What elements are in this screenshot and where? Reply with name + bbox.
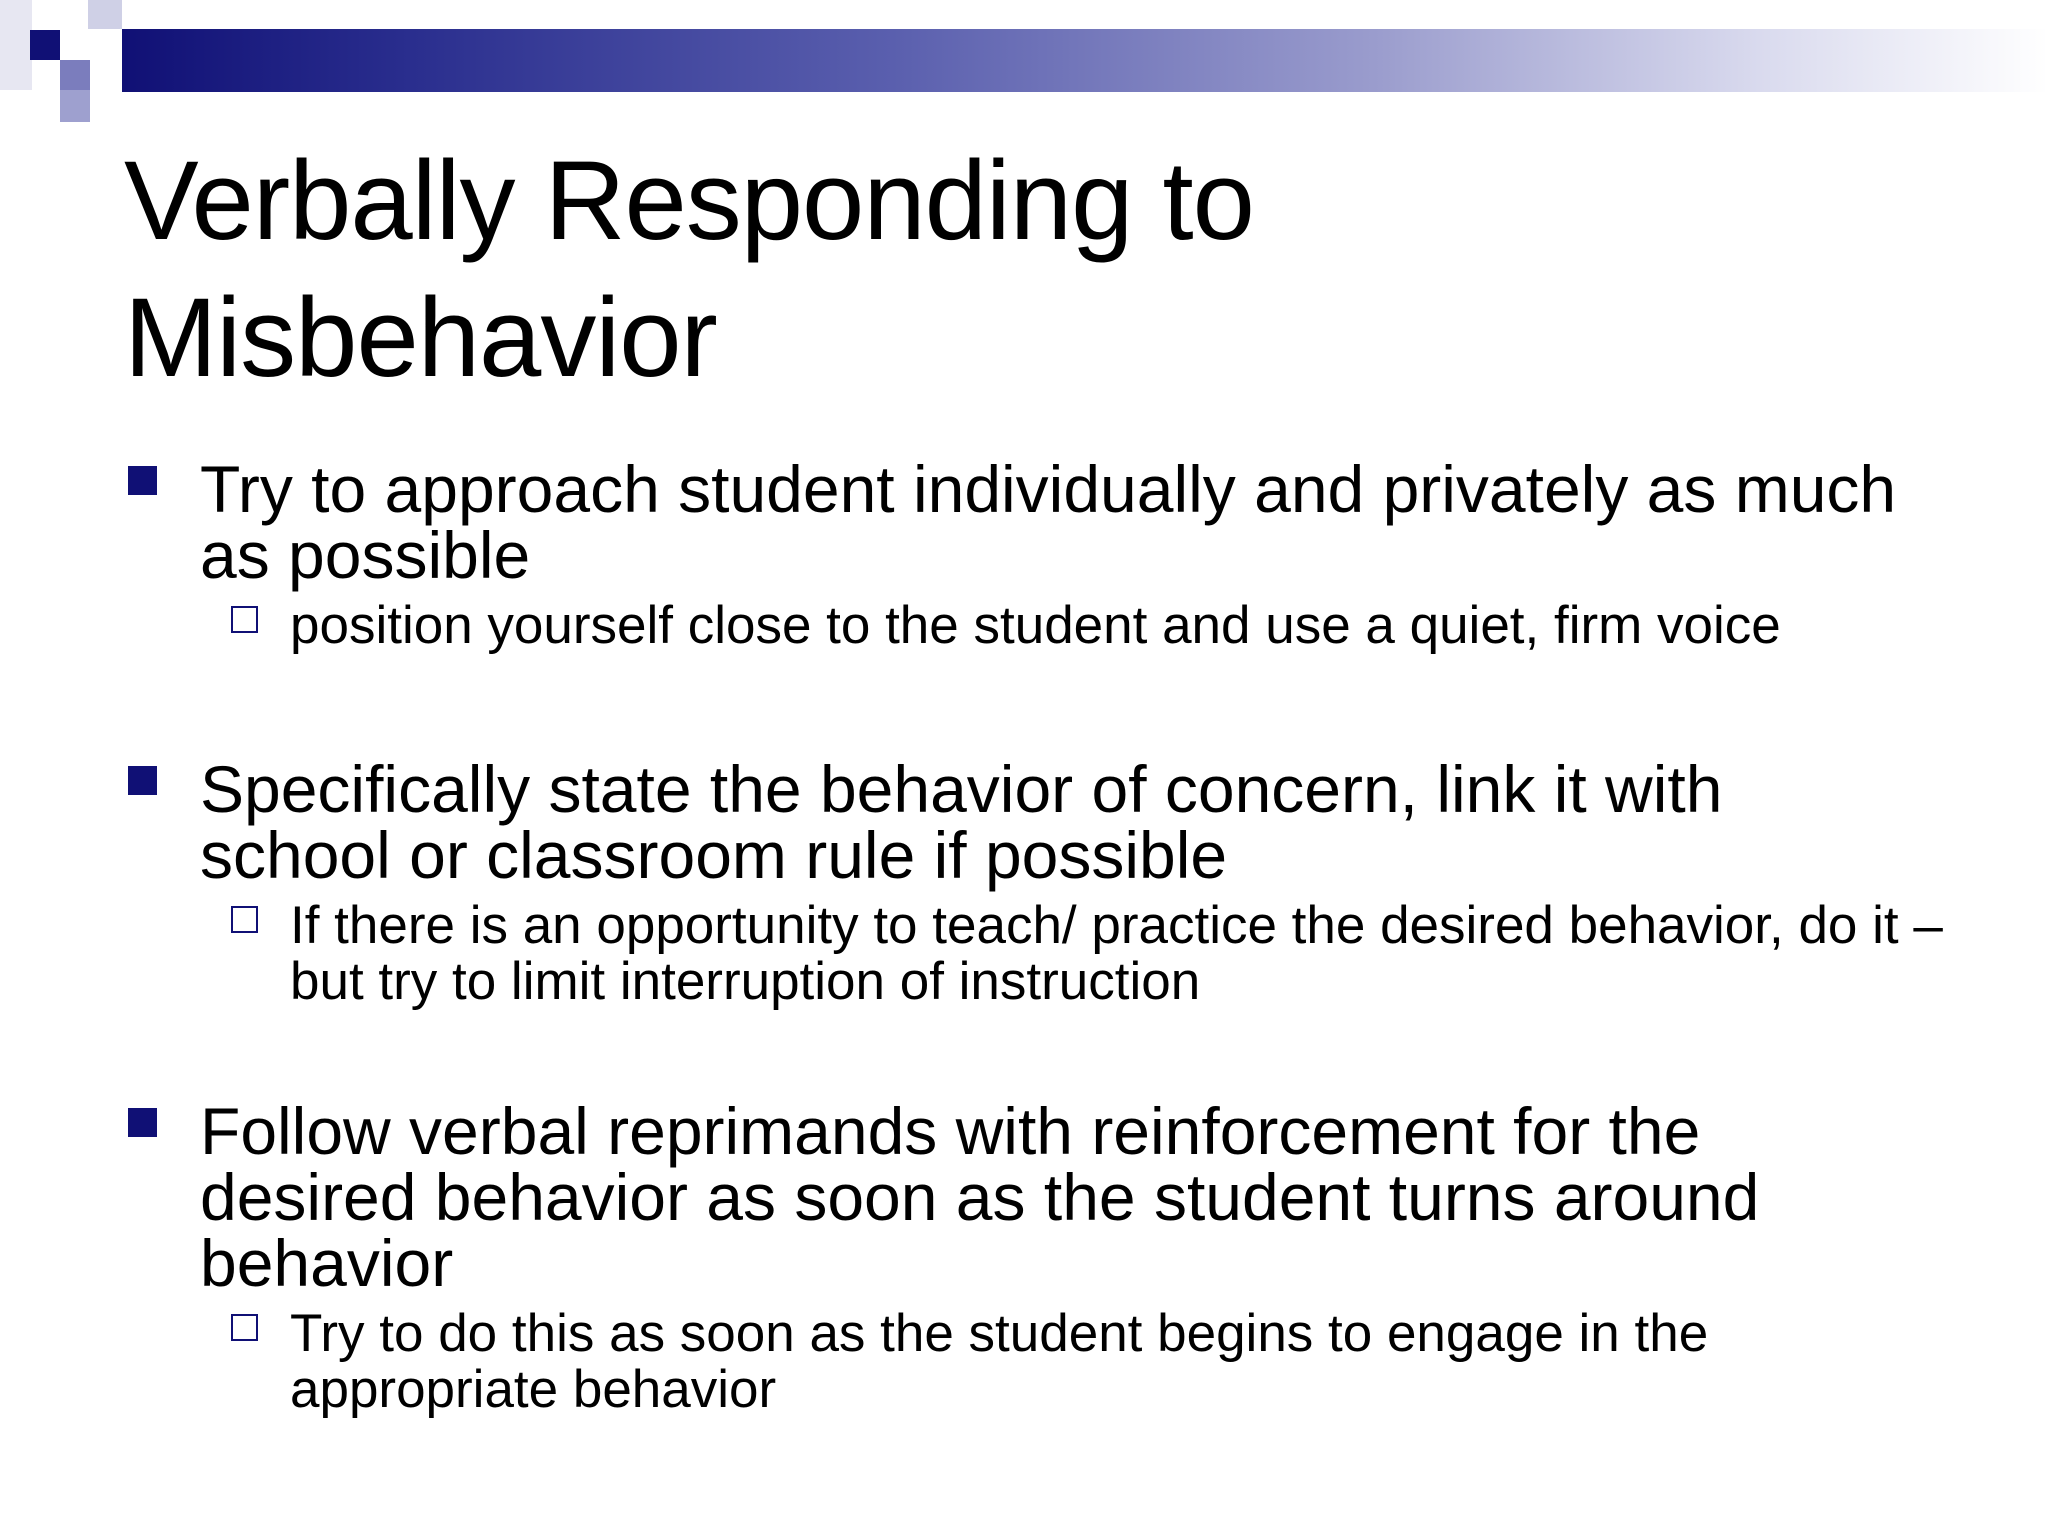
slide-title-line-1: Verbally Responding to: [124, 138, 1254, 263]
hollow-square-bullet-icon: [231, 606, 258, 633]
bullet-item-3: Follow verbal reprimands with reinforcement for the desired behavior as soon as the student turns around behavior: [200, 1094, 1760, 1300]
hollow-square-bullet-icon: [231, 1314, 258, 1341]
sub-bullet-item-2: If there is an opportunity to teach/ practice the desired behavior, do it – but try to limit interruption of instruction: [290, 896, 1943, 1011]
square-bullet-icon: [128, 1108, 157, 1137]
square-bullet-icon: [128, 466, 157, 495]
square-bullet-icon: [128, 766, 157, 795]
sub-bullet-item-3: Try to do this as soon as the student begins to engage in the appropriate behavior: [290, 1304, 1709, 1419]
bullet-item-2: Specifically state the behavior of concern, link it with school or classroom rule if possible: [200, 752, 1723, 892]
sub-bullet-item-1: position yourself close to the student and use a quiet, firm voice: [290, 596, 1781, 655]
bullet-item-1: Try to approach student individually and privately as much as possible: [200, 452, 1897, 592]
slide-title-line-2: Misbehavior: [124, 275, 717, 400]
hollow-square-bullet-icon: [231, 906, 258, 933]
